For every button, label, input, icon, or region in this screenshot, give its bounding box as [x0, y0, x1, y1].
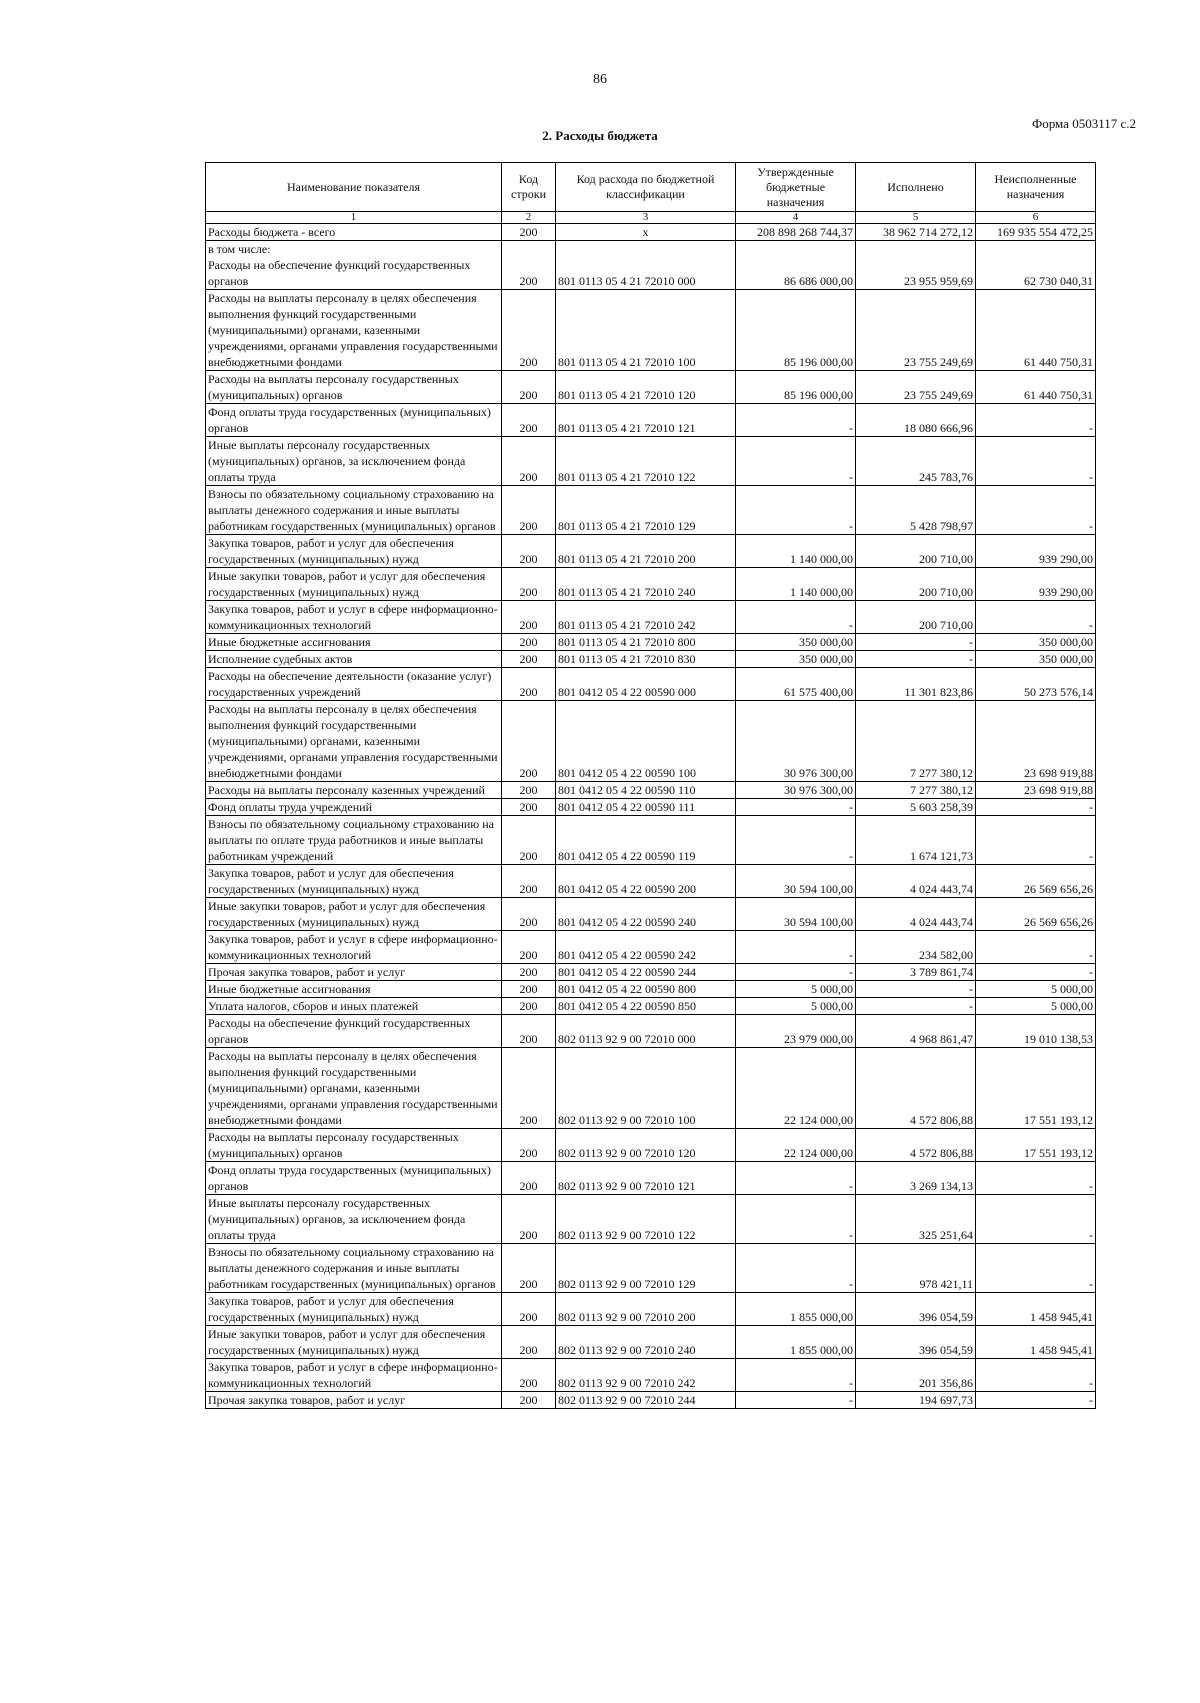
column-number: 2 [502, 212, 556, 224]
table-row [206, 1129, 1096, 1162]
row-indicator-name: Взносы по обязательному социальному страхованию на выплаты по оплате труда работников и иные выплаты работникам учреждений [206, 816, 502, 865]
row-approved: 30 594 100,00 [736, 898, 856, 931]
table-row [206, 601, 1096, 634]
row-expense-code: 802 0113 92 9 00 72010 242 [556, 1359, 736, 1392]
row-executed: 4 572 806,88 [856, 1048, 976, 1129]
row-executed: 5 603 258,39 [856, 799, 976, 816]
row-line-code: 200 [502, 998, 556, 1015]
row-line-code: 200 [502, 1359, 556, 1392]
row-expense-code: 801 0113 05 4 21 72010 129 [556, 486, 736, 535]
row-approved: - [736, 486, 856, 535]
table-row [206, 1359, 1096, 1392]
row-executed: 1 674 121,73 [856, 816, 976, 865]
row-line-code: 200 [502, 437, 556, 486]
row-approved: 86 686 000,00 [736, 241, 856, 290]
row-indicator-name: Фонд оплаты труда учреждений [206, 799, 502, 816]
row-expense-code: 802 0113 92 9 00 72010 100 [556, 1048, 736, 1129]
table-row [206, 931, 1096, 964]
row-executed: 4 968 861,47 [856, 1015, 976, 1048]
row-unexecuted: - [976, 816, 1096, 865]
row-line-code: 200 [502, 964, 556, 981]
header-line-code: Код строки [502, 163, 556, 212]
row-indicator-name: Закупка товаров, работ и услуг в сфере информационно-коммуникационных технологий [206, 1359, 502, 1392]
row-indicator-name: Уплата налогов, сборов и иных платежей [206, 998, 502, 1015]
row-executed: 38 962 714 272,12 [856, 224, 976, 241]
row-unexecuted: 169 935 554 472,25 [976, 224, 1096, 241]
row-indicator-name: Иные выплаты персоналу государственных (муниципальных) органов, за исключением фонда оплаты труда [206, 1195, 502, 1244]
row-executed: 200 710,00 [856, 568, 976, 601]
row-expense-code: 802 0113 92 9 00 72010 121 [556, 1162, 736, 1195]
row-executed: 194 697,73 [856, 1392, 976, 1409]
row-unexecuted: - [976, 404, 1096, 437]
row-expense-code: 801 0412 05 4 22 00590 200 [556, 865, 736, 898]
row-executed: 3 269 134,13 [856, 1162, 976, 1195]
row-unexecuted: 26 569 656,26 [976, 865, 1096, 898]
row-line-code: 200 [502, 898, 556, 931]
row-indicator-name: Исполнение судебных актов [206, 651, 502, 668]
row-executed: 4 024 443,74 [856, 865, 976, 898]
row-indicator-name: Иные закупки товаров, работ и услуг для обеспечения государственных (муниципальных) нужд [206, 568, 502, 601]
table-row [206, 290, 1096, 371]
table-row [206, 865, 1096, 898]
row-unexecuted: - [976, 486, 1096, 535]
row-indicator-name: Расходы на обеспечение функций государственных органов [206, 1015, 502, 1048]
row-approved: - [736, 1162, 856, 1195]
row-indicator-name: Расходы на выплаты персоналу в целях обеспечения выполнения функций государственными (муниципальными) органами, казенными учреждениями, органами управления государственными внебюджетными фондами [206, 1048, 502, 1129]
row-indicator-name: Расходы на выплаты персоналу в целях обеспечения выполнения функций государственными (муниципальными) органами, казенными учреждениями, органами управления государственными внебюджетными фондами [206, 701, 502, 782]
table-header [206, 163, 1096, 224]
row-expense-code: 802 0113 92 9 00 72010 000 [556, 1015, 736, 1048]
row-executed: - [856, 998, 976, 1015]
row-expense-code: 801 0113 05 4 21 72010 100 [556, 290, 736, 371]
row-approved: - [736, 964, 856, 981]
table-row [206, 568, 1096, 601]
row-expense-code: 801 0113 05 4 21 72010 122 [556, 437, 736, 486]
row-expense-code: 802 0113 92 9 00 72010 240 [556, 1326, 736, 1359]
row-line-code: 200 [502, 1015, 556, 1048]
row-indicator-name: Расходы на выплаты персоналу государственных (муниципальных) органов [206, 1129, 502, 1162]
table-row [206, 898, 1096, 931]
row-expense-code: 801 0113 05 4 21 72010 121 [556, 404, 736, 437]
row-line-code: 200 [502, 224, 556, 241]
row-approved: 1 140 000,00 [736, 535, 856, 568]
page-number: 86 [593, 72, 607, 87]
row-line-code: 200 [502, 404, 556, 437]
row-approved: 1 855 000,00 [736, 1293, 856, 1326]
row-executed: 325 251,64 [856, 1195, 976, 1244]
table-row [206, 634, 1096, 651]
row-expense-code: 801 0412 05 4 22 00590 119 [556, 816, 736, 865]
table-row [206, 782, 1096, 799]
row-executed: 234 582,00 [856, 931, 976, 964]
row-unexecuted: - [976, 601, 1096, 634]
row-executed: 978 421,11 [856, 1244, 976, 1293]
row-expense-code: 802 0113 92 9 00 72010 244 [556, 1392, 736, 1409]
row-indicator-name: Прочая закупка товаров, работ и услуг [206, 1392, 502, 1409]
row-expense-code: 801 0412 05 4 22 00590 800 [556, 981, 736, 998]
row-indicator-name: Фонд оплаты труда государственных (муниципальных) органов [206, 1162, 502, 1195]
table-row [206, 1048, 1096, 1129]
row-expense-code: 802 0113 92 9 00 72010 122 [556, 1195, 736, 1244]
row-unexecuted: 50 273 576,14 [976, 668, 1096, 701]
header-unexecuted: Неисполненные назначения [976, 163, 1096, 212]
column-number: 1 [206, 212, 502, 224]
row-expense-code: 801 0412 05 4 22 00590 850 [556, 998, 736, 1015]
row-approved: 5 000,00 [736, 998, 856, 1015]
row-unexecuted: 5 000,00 [976, 998, 1096, 1015]
row-approved: 208 898 268 744,37 [736, 224, 856, 241]
row-unexecuted: 939 290,00 [976, 568, 1096, 601]
column-number: 6 [976, 212, 1096, 224]
row-line-code: 200 [502, 651, 556, 668]
table-row [206, 998, 1096, 1015]
expenses-table [205, 162, 1096, 1409]
row-executed: 18 080 666,96 [856, 404, 976, 437]
row-expense-code: 801 0113 05 4 21 72010 242 [556, 601, 736, 634]
row-expense-code: x [556, 224, 736, 241]
row-approved: - [736, 1359, 856, 1392]
row-approved: 30 976 300,00 [736, 701, 856, 782]
row-unexecuted: - [976, 964, 1096, 981]
row-executed: 4 572 806,88 [856, 1129, 976, 1162]
row-unexecuted: - [976, 799, 1096, 816]
row-unexecuted: 5 000,00 [976, 981, 1096, 998]
row-line-code: 200 [502, 1392, 556, 1409]
table-row [206, 964, 1096, 981]
row-indicator-name: Фонд оплаты труда государственных (муниципальных) органов [206, 404, 502, 437]
row-indicator-name: Закупка товаров, работ и услуг для обеспечения государственных (муниципальных) нужд [206, 535, 502, 568]
row-approved: 350 000,00 [736, 634, 856, 651]
row-expense-code: 801 0113 05 4 21 72010 830 [556, 651, 736, 668]
row-executed: 396 054,59 [856, 1326, 976, 1359]
row-line-code: 200 [502, 782, 556, 799]
row-expense-code: 801 0412 05 4 22 00590 244 [556, 964, 736, 981]
row-unexecuted: 17 551 193,12 [976, 1048, 1096, 1129]
row-expense-code: 802 0113 92 9 00 72010 200 [556, 1293, 736, 1326]
row-expense-code: 802 0113 92 9 00 72010 120 [556, 1129, 736, 1162]
row-indicator-name: Иные закупки товаров, работ и услуг для обеспечения государственных (муниципальных) нужд [206, 1326, 502, 1359]
row-unexecuted: - [976, 437, 1096, 486]
table-row [206, 981, 1096, 998]
row-executed: 201 356,86 [856, 1359, 976, 1392]
table-row [206, 1244, 1096, 1293]
header-executed: Исполнено [856, 163, 976, 212]
row-unexecuted: 62 730 040,31 [976, 241, 1096, 290]
row-executed: 23 955 959,69 [856, 241, 976, 290]
row-expense-code: 801 0113 05 4 21 72010 200 [556, 535, 736, 568]
table-row [206, 701, 1096, 782]
row-indicator-name: Расходы на выплаты персоналу казенных учреждений [206, 782, 502, 799]
row-line-code: 200 [502, 1048, 556, 1129]
row-indicator-name: Иные закупки товаров, работ и услуг для обеспечения государственных (муниципальных) нужд [206, 898, 502, 931]
row-line-code: 200 [502, 486, 556, 535]
row-approved: 350 000,00 [736, 651, 856, 668]
row-approved: - [736, 931, 856, 964]
column-number: 5 [856, 212, 976, 224]
row-line-code: 200 [502, 1293, 556, 1326]
row-executed: 11 301 823,86 [856, 668, 976, 701]
row-unexecuted: 61 440 750,31 [976, 290, 1096, 371]
row-executed: 200 710,00 [856, 601, 976, 634]
row-unexecuted: - [976, 1162, 1096, 1195]
table-row [206, 404, 1096, 437]
row-executed: 200 710,00 [856, 535, 976, 568]
row-indicator-name: Иные бюджетные ассигнования [206, 981, 502, 998]
row-indicator-name: Расходы бюджета - всего [206, 224, 502, 241]
table-row [206, 1015, 1096, 1048]
row-unexecuted: 350 000,00 [976, 634, 1096, 651]
row-indicator-name: Закупка товаров, работ и услуг в сфере информационно-коммуникационных технологий [206, 601, 502, 634]
table-row [206, 799, 1096, 816]
table-body [206, 224, 1096, 1409]
row-expense-code: 801 0113 05 4 21 72010 240 [556, 568, 736, 601]
column-number: 4 [736, 212, 856, 224]
row-unexecuted: 350 000,00 [976, 651, 1096, 668]
row-approved: 22 124 000,00 [736, 1048, 856, 1129]
row-indicator-name: Закупка товаров, работ и услуг в сфере информационно-коммуникационных технологий [206, 931, 502, 964]
section-title: 2. Расходы бюджета [542, 128, 658, 143]
row-approved: - [736, 816, 856, 865]
row-indicator-name: в том числе: Расходы на обеспечение функций государственных органов [206, 241, 502, 290]
row-expense-code: 802 0113 92 9 00 72010 129 [556, 1244, 736, 1293]
table-row [206, 371, 1096, 404]
row-expense-code: 801 0113 05 4 21 72010 000 [556, 241, 736, 290]
row-approved: - [736, 1195, 856, 1244]
row-line-code: 200 [502, 931, 556, 964]
row-approved: - [736, 1244, 856, 1293]
row-unexecuted: 19 010 138,53 [976, 1015, 1096, 1048]
row-line-code: 200 [502, 701, 556, 782]
table-row [206, 241, 1096, 290]
row-expense-code: 801 0412 05 4 22 00590 242 [556, 931, 736, 964]
row-line-code: 200 [502, 601, 556, 634]
row-unexecuted: 23 698 919,88 [976, 701, 1096, 782]
row-expense-code: 801 0113 05 4 21 72010 120 [556, 371, 736, 404]
table-row [206, 1293, 1096, 1326]
row-unexecuted: - [976, 1392, 1096, 1409]
row-approved: 30 976 300,00 [736, 782, 856, 799]
row-approved: 85 196 000,00 [736, 371, 856, 404]
row-unexecuted: 1 458 945,41 [976, 1293, 1096, 1326]
row-approved: - [736, 1392, 856, 1409]
row-approved: - [736, 404, 856, 437]
row-indicator-name: Расходы на выплаты персоналу государственных (муниципальных) органов [206, 371, 502, 404]
row-expense-code: 801 0412 05 4 22 00590 240 [556, 898, 736, 931]
table-row [206, 1392, 1096, 1409]
row-executed: 3 789 861,74 [856, 964, 976, 981]
row-executed: - [856, 634, 976, 651]
table-row [206, 437, 1096, 486]
row-expense-code: 801 0412 05 4 22 00590 111 [556, 799, 736, 816]
row-line-code: 200 [502, 568, 556, 601]
row-indicator-name: Прочая закупка товаров, работ и услуг [206, 964, 502, 981]
row-indicator-name: Закупка товаров, работ и услуг для обеспечения государственных (муниципальных) нужд [206, 1293, 502, 1326]
row-line-code: 200 [502, 371, 556, 404]
header-approved: Утвержденные бюджетные назначения [736, 163, 856, 212]
row-unexecuted: 23 698 919,88 [976, 782, 1096, 799]
row-indicator-name: Расходы на обеспечение деятельности (оказание услуг) государственных учреждений [206, 668, 502, 701]
table-row [206, 668, 1096, 701]
table-row [206, 224, 1096, 241]
table-row [206, 651, 1096, 668]
table-row [206, 1162, 1096, 1195]
row-expense-code: 801 0412 05 4 22 00590 100 [556, 701, 736, 782]
row-indicator-name: Закупка товаров, работ и услуг для обеспечения государственных (муниципальных) нужд [206, 865, 502, 898]
row-approved: 30 594 100,00 [736, 865, 856, 898]
table-row [206, 816, 1096, 865]
table-row [206, 535, 1096, 568]
row-line-code: 200 [502, 290, 556, 371]
row-line-code: 200 [502, 1195, 556, 1244]
row-approved: - [736, 437, 856, 486]
row-unexecuted: - [976, 1359, 1096, 1392]
row-executed: 4 024 443,74 [856, 898, 976, 931]
table-row [206, 1195, 1096, 1244]
header-expense-code: Код расхода по бюджетной классификации [556, 163, 736, 212]
row-approved: 1 140 000,00 [736, 568, 856, 601]
row-unexecuted: 1 458 945,41 [976, 1326, 1096, 1359]
row-line-code: 200 [502, 668, 556, 701]
row-line-code: 200 [502, 799, 556, 816]
header-indicator-name: Наименование показателя [206, 163, 502, 212]
row-approved: 61 575 400,00 [736, 668, 856, 701]
row-executed: - [856, 981, 976, 998]
row-unexecuted: 26 569 656,26 [976, 898, 1096, 931]
row-indicator-name: Иные бюджетные ассигнования [206, 634, 502, 651]
row-line-code: 200 [502, 634, 556, 651]
row-line-code: 200 [502, 816, 556, 865]
row-line-code: 200 [502, 1162, 556, 1195]
row-line-code: 200 [502, 241, 556, 290]
row-executed: 7 277 380,12 [856, 782, 976, 799]
row-indicator-name: Взносы по обязательному социальному страхованию на выплаты денежного содержания и иные выплаты работникам государственных (муниципальных) органов [206, 486, 502, 535]
row-approved: 85 196 000,00 [736, 290, 856, 371]
column-number: 3 [556, 212, 736, 224]
row-approved: - [736, 601, 856, 634]
row-unexecuted: - [976, 931, 1096, 964]
row-approved: - [736, 799, 856, 816]
row-line-code: 200 [502, 981, 556, 998]
row-line-code: 200 [502, 1244, 556, 1293]
row-approved: 5 000,00 [736, 981, 856, 998]
row-executed: 396 054,59 [856, 1293, 976, 1326]
table-row [206, 486, 1096, 535]
row-indicator-name: Иные выплаты персоналу государственных (муниципальных) органов, за исключением фонда оплаты труда [206, 437, 502, 486]
form-label: Форма 0503117 с.2 [1031, 116, 1136, 131]
column-numbers-row [206, 212, 1096, 224]
row-expense-code: 801 0412 05 4 22 00590 110 [556, 782, 736, 799]
row-executed: 23 755 249,69 [856, 290, 976, 371]
row-unexecuted: - [976, 1195, 1096, 1244]
row-approved: 23 979 000,00 [736, 1015, 856, 1048]
row-indicator-name: Расходы на выплаты персоналу в целях обеспечения выполнения функций государственными (муниципальными) органами, казенными учреждениями, органами управления государственными внебюджетными фондами [206, 290, 502, 371]
row-executed: 245 783,76 [856, 437, 976, 486]
row-executed: 5 428 798,97 [856, 486, 976, 535]
row-expense-code: 801 0412 05 4 22 00590 000 [556, 668, 736, 701]
row-executed: - [856, 651, 976, 668]
row-unexecuted: 17 551 193,12 [976, 1129, 1096, 1162]
row-line-code: 200 [502, 1129, 556, 1162]
row-line-code: 200 [502, 535, 556, 568]
row-executed: 23 755 249,69 [856, 371, 976, 404]
row-executed: 7 277 380,12 [856, 701, 976, 782]
row-indicator-name: Взносы по обязательному социальному страхованию на выплаты денежного содержания и иные выплаты работникам государственных (муниципальных) органов [206, 1244, 502, 1293]
row-unexecuted: 61 440 750,31 [976, 371, 1096, 404]
row-unexecuted: 939 290,00 [976, 535, 1096, 568]
table-row [206, 1326, 1096, 1359]
row-approved: 1 855 000,00 [736, 1326, 856, 1359]
row-line-code: 200 [502, 1326, 556, 1359]
row-expense-code: 801 0113 05 4 21 72010 800 [556, 634, 736, 651]
row-line-code: 200 [502, 865, 556, 898]
row-approved: 22 124 000,00 [736, 1129, 856, 1162]
row-unexecuted: - [976, 1244, 1096, 1293]
